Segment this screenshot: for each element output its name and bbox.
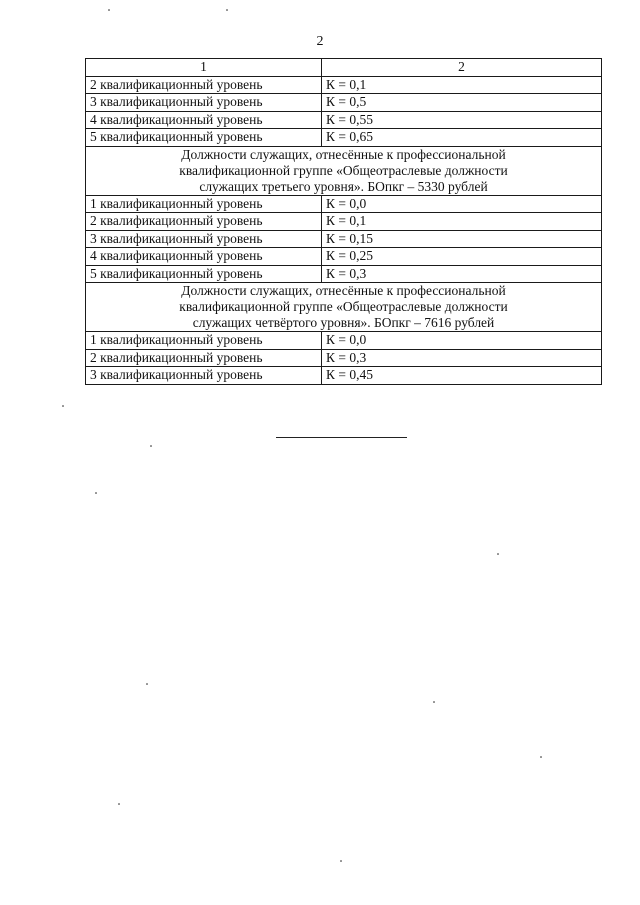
coefficient-cell: К = 0,0 (322, 332, 602, 350)
table-row (86, 94, 602, 112)
scan-speck (340, 860, 342, 862)
level-cell: 5 квалификационный уровень (86, 129, 322, 147)
group-heading-line: квалификационной группе «Общеотраслевые должности (179, 299, 508, 314)
level-cell: 1 квалификационный уровень (86, 332, 322, 350)
table-row (86, 248, 602, 266)
coefficient-cell: К = 0,25 (322, 248, 602, 266)
scan-speck (95, 492, 97, 494)
column-header: 1 (86, 59, 322, 77)
scan-speck (146, 683, 148, 685)
scan-speck (540, 756, 542, 758)
coefficient-cell: К = 0,3 (322, 349, 602, 367)
coefficient-cell: К = 0,45 (322, 367, 602, 385)
qualification-table (85, 58, 602, 385)
table-row (86, 111, 602, 129)
scan-speck (150, 445, 152, 447)
group-heading-line: служащих четвёртого уровня». БОпкг – 7616 рублей (192, 315, 495, 330)
coefficient-cell: К = 0,0 (322, 195, 602, 213)
coefficient-cell: К = 0,1 (322, 213, 602, 231)
coefficient-cell: К = 0,15 (322, 230, 602, 248)
table-row (86, 213, 602, 231)
table-row (86, 195, 602, 213)
end-of-document-rule (276, 437, 407, 438)
scan-speck (118, 803, 120, 805)
page-number: 2 (316, 34, 324, 49)
group-heading-line: Должности служащих, отнесённые к профессиональной (181, 283, 506, 298)
table-row (86, 367, 602, 385)
group-heading-third-level (86, 146, 602, 195)
coefficient-cell: К = 0,1 (322, 76, 602, 94)
coefficient-cell: К = 0,65 (322, 129, 602, 147)
level-cell: 3 квалификационный уровень (86, 94, 322, 112)
level-cell: 3 квалификационный уровень (86, 230, 322, 248)
table-row (86, 230, 602, 248)
table-header-row (86, 59, 602, 77)
group-header-row (86, 283, 602, 332)
level-cell: 3 квалификационный уровень (86, 367, 322, 385)
level-cell: 4 квалификационный уровень (86, 248, 322, 266)
group-heading-line: Должности служащих, отнесённые к профессиональной (181, 146, 506, 162)
level-cell: 2 квалификационный уровень (86, 76, 322, 94)
table-row (86, 349, 602, 367)
group-heading-line: служащих третьего уровня». БОпкг – 5330 рублей (199, 178, 488, 194)
level-cell: 5 квалификационный уровень (86, 265, 322, 283)
table-row (86, 332, 602, 350)
scan-speck (226, 9, 228, 11)
coefficient-cell: К = 0,5 (322, 94, 602, 112)
group-heading-fourth-level (86, 283, 602, 332)
level-cell: 4 квалификационный уровень (86, 111, 322, 129)
coefficient-cell: К = 0,3 (322, 265, 602, 283)
scan-speck (433, 701, 435, 703)
scan-speck (497, 553, 499, 555)
level-cell: 1 квалификационный уровень (86, 195, 322, 213)
group-header-row (86, 146, 602, 195)
column-header: 2 (322, 59, 602, 77)
level-cell: 2 квалификационный уровень (86, 349, 322, 367)
level-cell: 2 квалификационный уровень (86, 213, 322, 231)
scan-speck (108, 9, 110, 11)
table-row (86, 265, 602, 283)
table-row (86, 129, 602, 147)
table-row (86, 76, 602, 94)
coefficient-cell: К = 0,55 (322, 111, 602, 129)
scan-speck (62, 405, 64, 407)
group-heading-line: квалификационной группе «Общеотраслевые должности (179, 162, 508, 178)
